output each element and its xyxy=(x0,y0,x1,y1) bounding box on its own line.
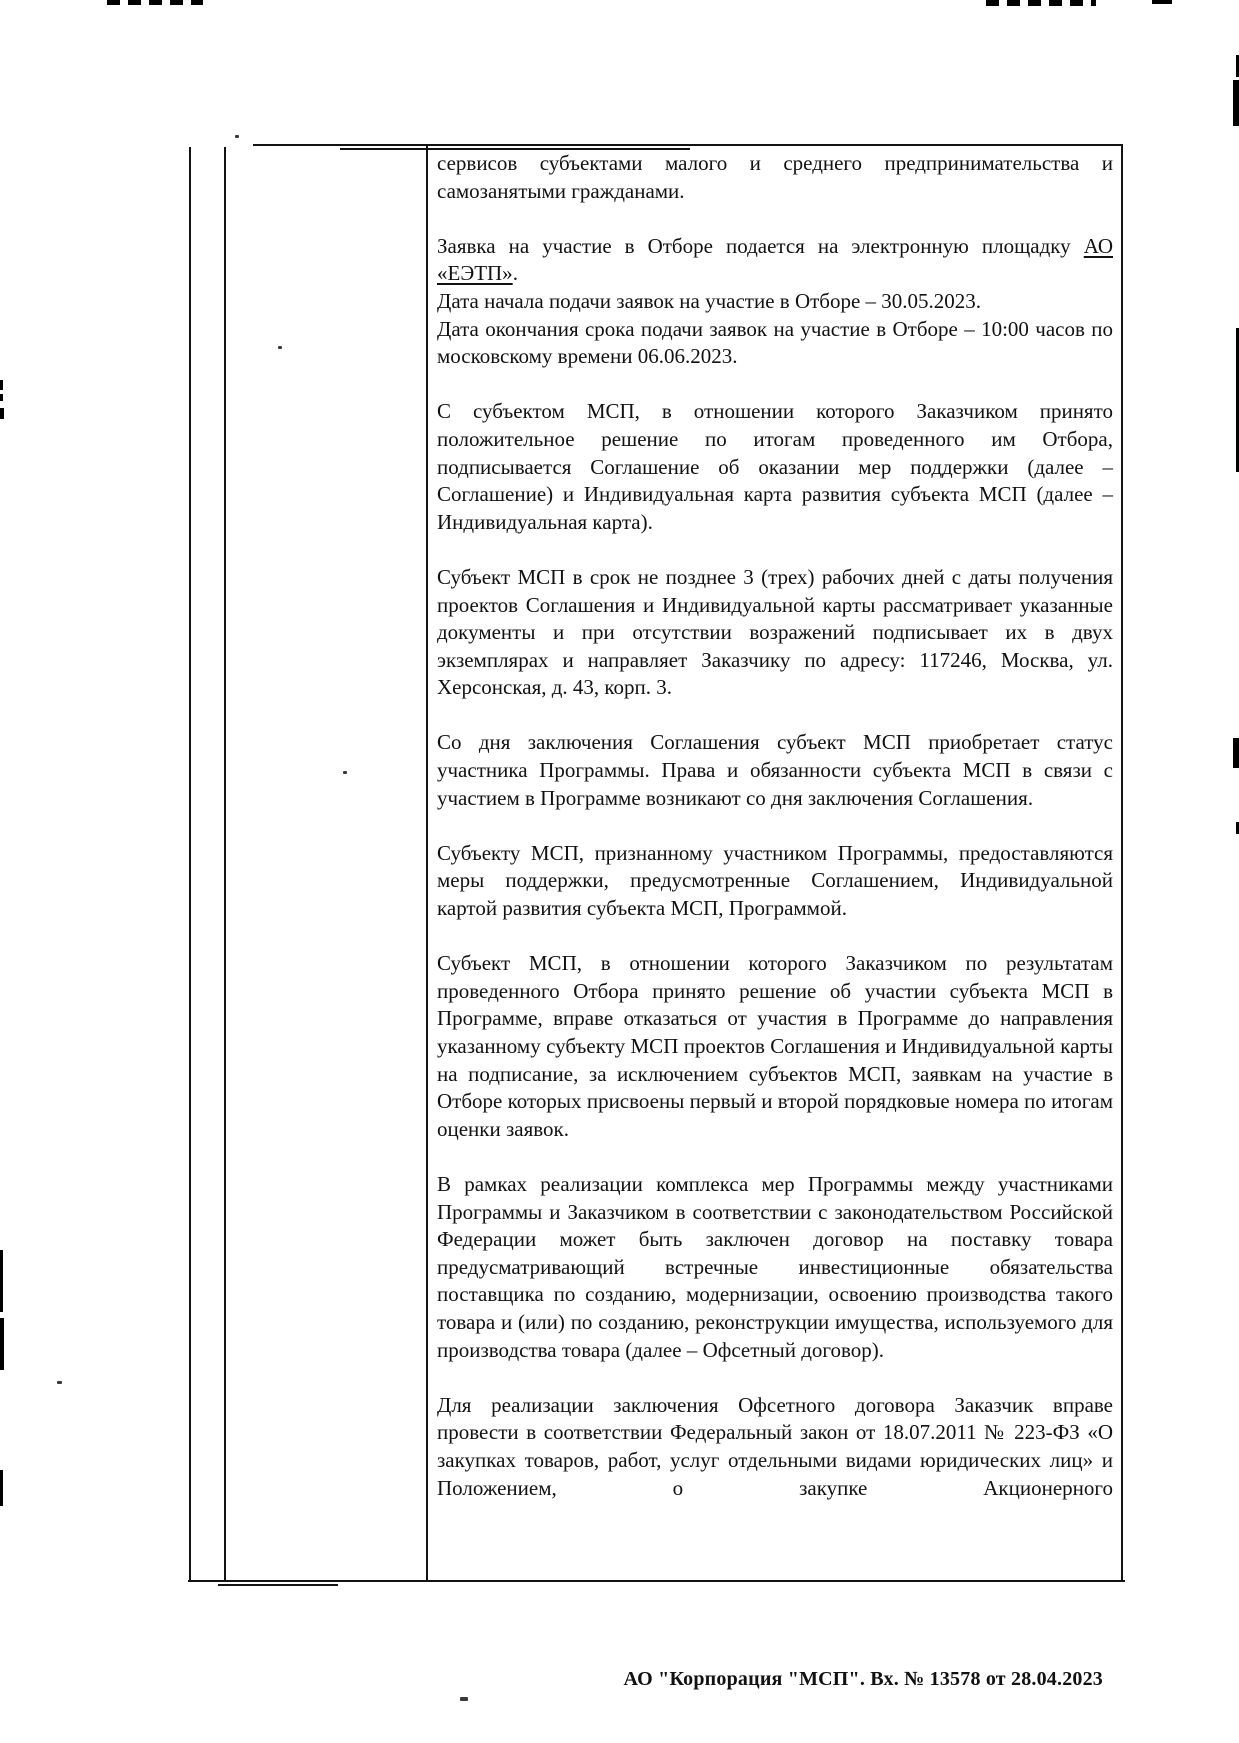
table-border-bottom-double xyxy=(218,1584,338,1586)
paragraph-continuation: сервисов субъектами малого и среднего предпринимательства и самозанятыми гражданами. xyxy=(437,151,1113,203)
table-border-top xyxy=(253,144,1123,146)
scan-artifact-left-edge xyxy=(0,1318,4,1370)
application-text-end: . xyxy=(512,261,518,286)
scan-artifact-left-edge xyxy=(0,1250,3,1312)
table-cell-text xyxy=(437,150,1113,1502)
paragraph-start-date: Дата начала подачи заявок на участие в Отборе – 30.05.2023. xyxy=(437,288,982,313)
scan-artifact-left-edge xyxy=(0,408,4,419)
table-border-col2 xyxy=(426,145,428,1582)
table-border-bottom xyxy=(188,1580,1125,1582)
scan-artifact-top-left-dashes xyxy=(107,0,203,5)
scan-artifact-left-edge xyxy=(0,380,3,390)
scan-artifact-top-right-dashes xyxy=(986,0,1096,6)
table-cell-label xyxy=(226,147,426,1580)
paragraph-agreement: С субъектом МСП, в отношении которого Заказчиком принято положительное решение по итогам проведенного им Отбора, подписывается Соглашение об оказании мер поддержки (далее – Соглашение) и Индивидуальная карта развития субъекта МСП (далее – Индивидуальная карта). xyxy=(437,399,1113,534)
table-cell-number xyxy=(191,147,224,1580)
application-text: Заявка на участие в Отборе подается на электронную площадку xyxy=(437,233,1084,258)
scan-artifact-speck xyxy=(460,1697,468,1701)
paragraph-application xyxy=(437,233,1113,288)
scan-artifact-left-edge xyxy=(0,1470,3,1506)
scan-artifact-speck xyxy=(57,1381,62,1384)
paragraph-offset-contract: В рамках реализации комплекса мер Программы между участниками Программы и Заказчиком в соответствии с законодательством Российской Федерации может быть заключен договор на поставку товара предусматривающий встречные инвестиционные обязательства поставщика по созданию, модернизации, освоению производства такого товара и (или) по созданию, реконструкции имущества, используемого для производства товара (далее – Офсетный договор). xyxy=(437,1171,1113,1362)
scan-artifact-left-edge xyxy=(0,394,3,401)
scan-artifact-top-right-tick xyxy=(1152,0,1172,4)
platform-name-underlined: АО «ЕЭТП» xyxy=(437,233,1113,286)
scan-artifact-speck xyxy=(235,135,239,138)
paragraph-signing-term: Субъект МСП в срок не позднее 3 (трех) рабочих дней с даты получения проектов Соглашения и Индивидуальной карты рассматривает указанные документы и при отсутствии возражений подписывает их в двух экземплярах и направляет Заказчику по адресу: 117246, Москва, ул. Херсонская, д. 43, корп. 3. xyxy=(437,564,1113,700)
scan-artifact-right-edge xyxy=(1233,738,1239,768)
scan-artifact-right-edge xyxy=(1233,80,1239,126)
paragraph-support: Субъекту МСП, признанному участником Программы, предоставляются меры поддержки, предусмотренные Соглашением, Индивидуальной картой развития субъекта МСП, Программой. xyxy=(437,840,1113,921)
paragraph-refusal: Субъект МСП, в отношении которого Заказчиком по результатам проведенного Отбора принято решение об участии субъекта МСП в Программе, вправе отказаться от участия в Программе до направления указанному субъекту МСП проектов Соглашения и Индивидуальной карты на подписание, за исключением субъектов МСП, заявкам на участие в Отборе которых присвоены первый и второй порядковые номера по итогам оценки заявок. xyxy=(437,951,1113,1141)
table-border-right xyxy=(1121,144,1123,1582)
paragraph-status: Со дня заключения Соглашения субъект МСП приобретает статус участника Программы. Права и обязанности субъекта МСП в связи с участием в Программе возникают со дня заключения Соглашения. xyxy=(437,730,1113,810)
paragraph-end-date: Дата окончания срока подачи заявок на участие в Отборе – 10:00 часов по московскому времени 06.06.2023. xyxy=(437,316,1113,369)
paragraph-procurement: Для реализации заключения Офсетного договора Заказчик вправе провести в соответствии Федеральный закон от 18.07.2011 № 223-ФЗ «О закупках товаров, работ, услуг отдельными видами юридических лиц» и Положением, о закупке Акционерного xyxy=(437,1392,1113,1500)
incoming-registration-stamp: АО "Корпорация "МСП". Вх. № 13578 от 28.04.2023 xyxy=(623,1668,1103,1690)
